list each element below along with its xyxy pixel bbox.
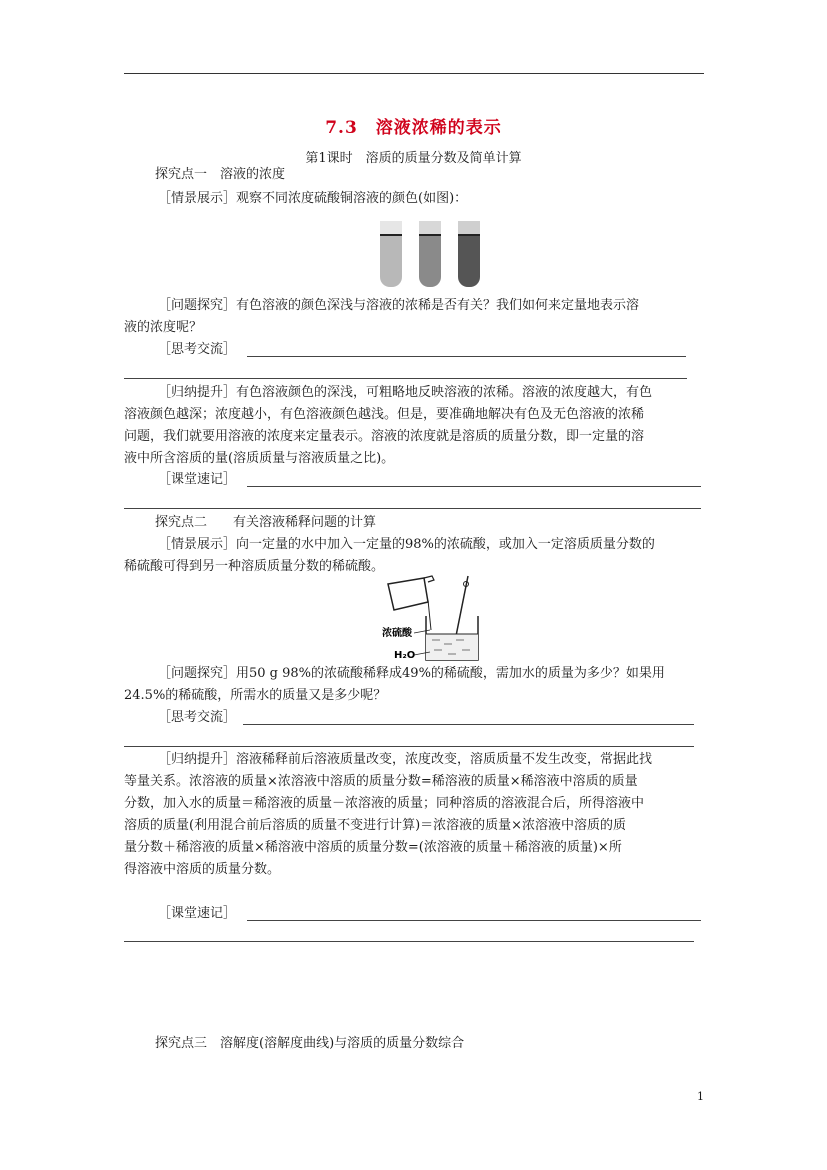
tube-light bbox=[380, 221, 402, 287]
section2-notes-line[interactable] bbox=[247, 920, 701, 921]
section2-summary-line1: ［归纳提升］溶液稀释前后溶液质量改变，浓度改变，溶质质量不发生改变，常据此找 bbox=[158, 752, 653, 767]
tube-dark bbox=[458, 221, 480, 287]
section1-scene: ［情景展示］观察不同浓度硫酸铜溶液的颜色(如图)： bbox=[158, 191, 468, 206]
section1-question-line2: 液的浓度呢？ bbox=[124, 320, 203, 335]
section2-think-answer-line[interactable] bbox=[243, 724, 694, 725]
section1-think-answer-line2[interactable] bbox=[124, 378, 687, 379]
header-rule bbox=[124, 73, 704, 74]
section1-summary-line1: ［归纳提升］有色溶液颜色的深浅，可粗略地反映溶液的浓稀。溶液的浓度越大，有色 bbox=[158, 385, 653, 400]
section1-think-answer-line[interactable] bbox=[247, 356, 686, 357]
copper-sulfate-tubes-figure bbox=[378, 219, 490, 289]
section1-notes-line2[interactable] bbox=[124, 508, 701, 509]
section2-think-label: ［思考交流］ bbox=[158, 710, 237, 725]
section2-think-answer-line2[interactable] bbox=[124, 746, 694, 747]
section2-summary-line6: 得溶液中溶质的质量分数。 bbox=[124, 862, 281, 877]
section1-summary-line2: 溶液颜色越深；浓度越小，有色溶液颜色越浅。但是，要准确地解决有色及无色溶液的浓稀 bbox=[124, 407, 645, 422]
section1-notes-line[interactable] bbox=[247, 486, 701, 487]
section2-notes-label: ［课堂速记］ bbox=[158, 906, 237, 921]
acid-container bbox=[388, 578, 428, 610]
page-number: 1 bbox=[697, 1090, 704, 1103]
section2-scene-line2: 稀硫酸可得到另一种溶质质量分数的稀硫酸。 bbox=[124, 559, 385, 574]
section1-summary-line4: 液中所含溶质的量(溶质质量与溶液质量之比)。 bbox=[124, 451, 395, 466]
section2-summary-line3: 分数，加入水的质量＝稀溶液的质量－浓溶液的质量；同种溶质的溶液混合后，所得溶液中 bbox=[124, 796, 645, 811]
section2-question-line2: 24.5%的稀硫酸，所需水的质量又是多少呢？ bbox=[124, 688, 387, 703]
section1-heading: 探究点一 溶液的浓度 bbox=[155, 167, 286, 182]
label-water: H₂O bbox=[394, 650, 416, 661]
section1-notes-label: ［课堂速记］ bbox=[158, 472, 237, 487]
lesson-subtitle: 第1课时 溶质的质量分数及简单计算 bbox=[305, 151, 522, 166]
section2-summary-line2: 等量关系。浓溶液的质量×浓溶液中溶质的质量分数=稀溶液的质量×稀溶液中溶质的质量 bbox=[124, 774, 638, 789]
acid-stream bbox=[428, 600, 431, 630]
section2-notes-line2[interactable] bbox=[124, 941, 694, 942]
section1-summary-line3: 问题，我们就要用溶液的浓度来定量表示。溶液的浓度就是溶质的质量分数，即一定量的溶 bbox=[124, 429, 645, 444]
section1-question-line1: ［问题探究］有色溶液的颜色深浅与溶液的浓稀是否有关？我们如何来定量地表示溶 bbox=[158, 298, 640, 313]
section2-question-line1: ［问题探究］用50 g 98%的浓硫酸稀释成49%的稀硫酸，需加水的质量为多少？如果用 bbox=[158, 666, 665, 681]
dilution-beaker-figure bbox=[382, 572, 492, 664]
section1-think-label: ［思考交流］ bbox=[158, 342, 237, 357]
section2-summary-line5: 量分数＋稀溶液的质量×稀溶液中溶质的质量分数=(浓溶液的质量＋稀溶液的质量)×所 bbox=[124, 840, 622, 855]
section2-summary-line4: 溶质的质量(利用混合前后溶质的质量不变进行计算)＝浓溶液的质量×浓溶液中溶质的质 bbox=[124, 818, 627, 833]
tube-medium bbox=[419, 221, 441, 287]
label-concentrated-acid: 浓硫酸 bbox=[382, 628, 412, 639]
section2-heading: 探究点二 有关溶液稀释问题的计算 bbox=[155, 515, 377, 530]
section3-heading: 探究点三 溶解度(溶解度曲线)与溶质的质量分数综合 bbox=[155, 1036, 465, 1051]
section2-scene-line1: ［情景展示］向一定量的水中加入一定量的98%的浓硫酸，或加入一定溶质质量分数的 bbox=[158, 537, 655, 552]
page-title: 7.3 溶液浓稀的表示 bbox=[325, 118, 502, 138]
